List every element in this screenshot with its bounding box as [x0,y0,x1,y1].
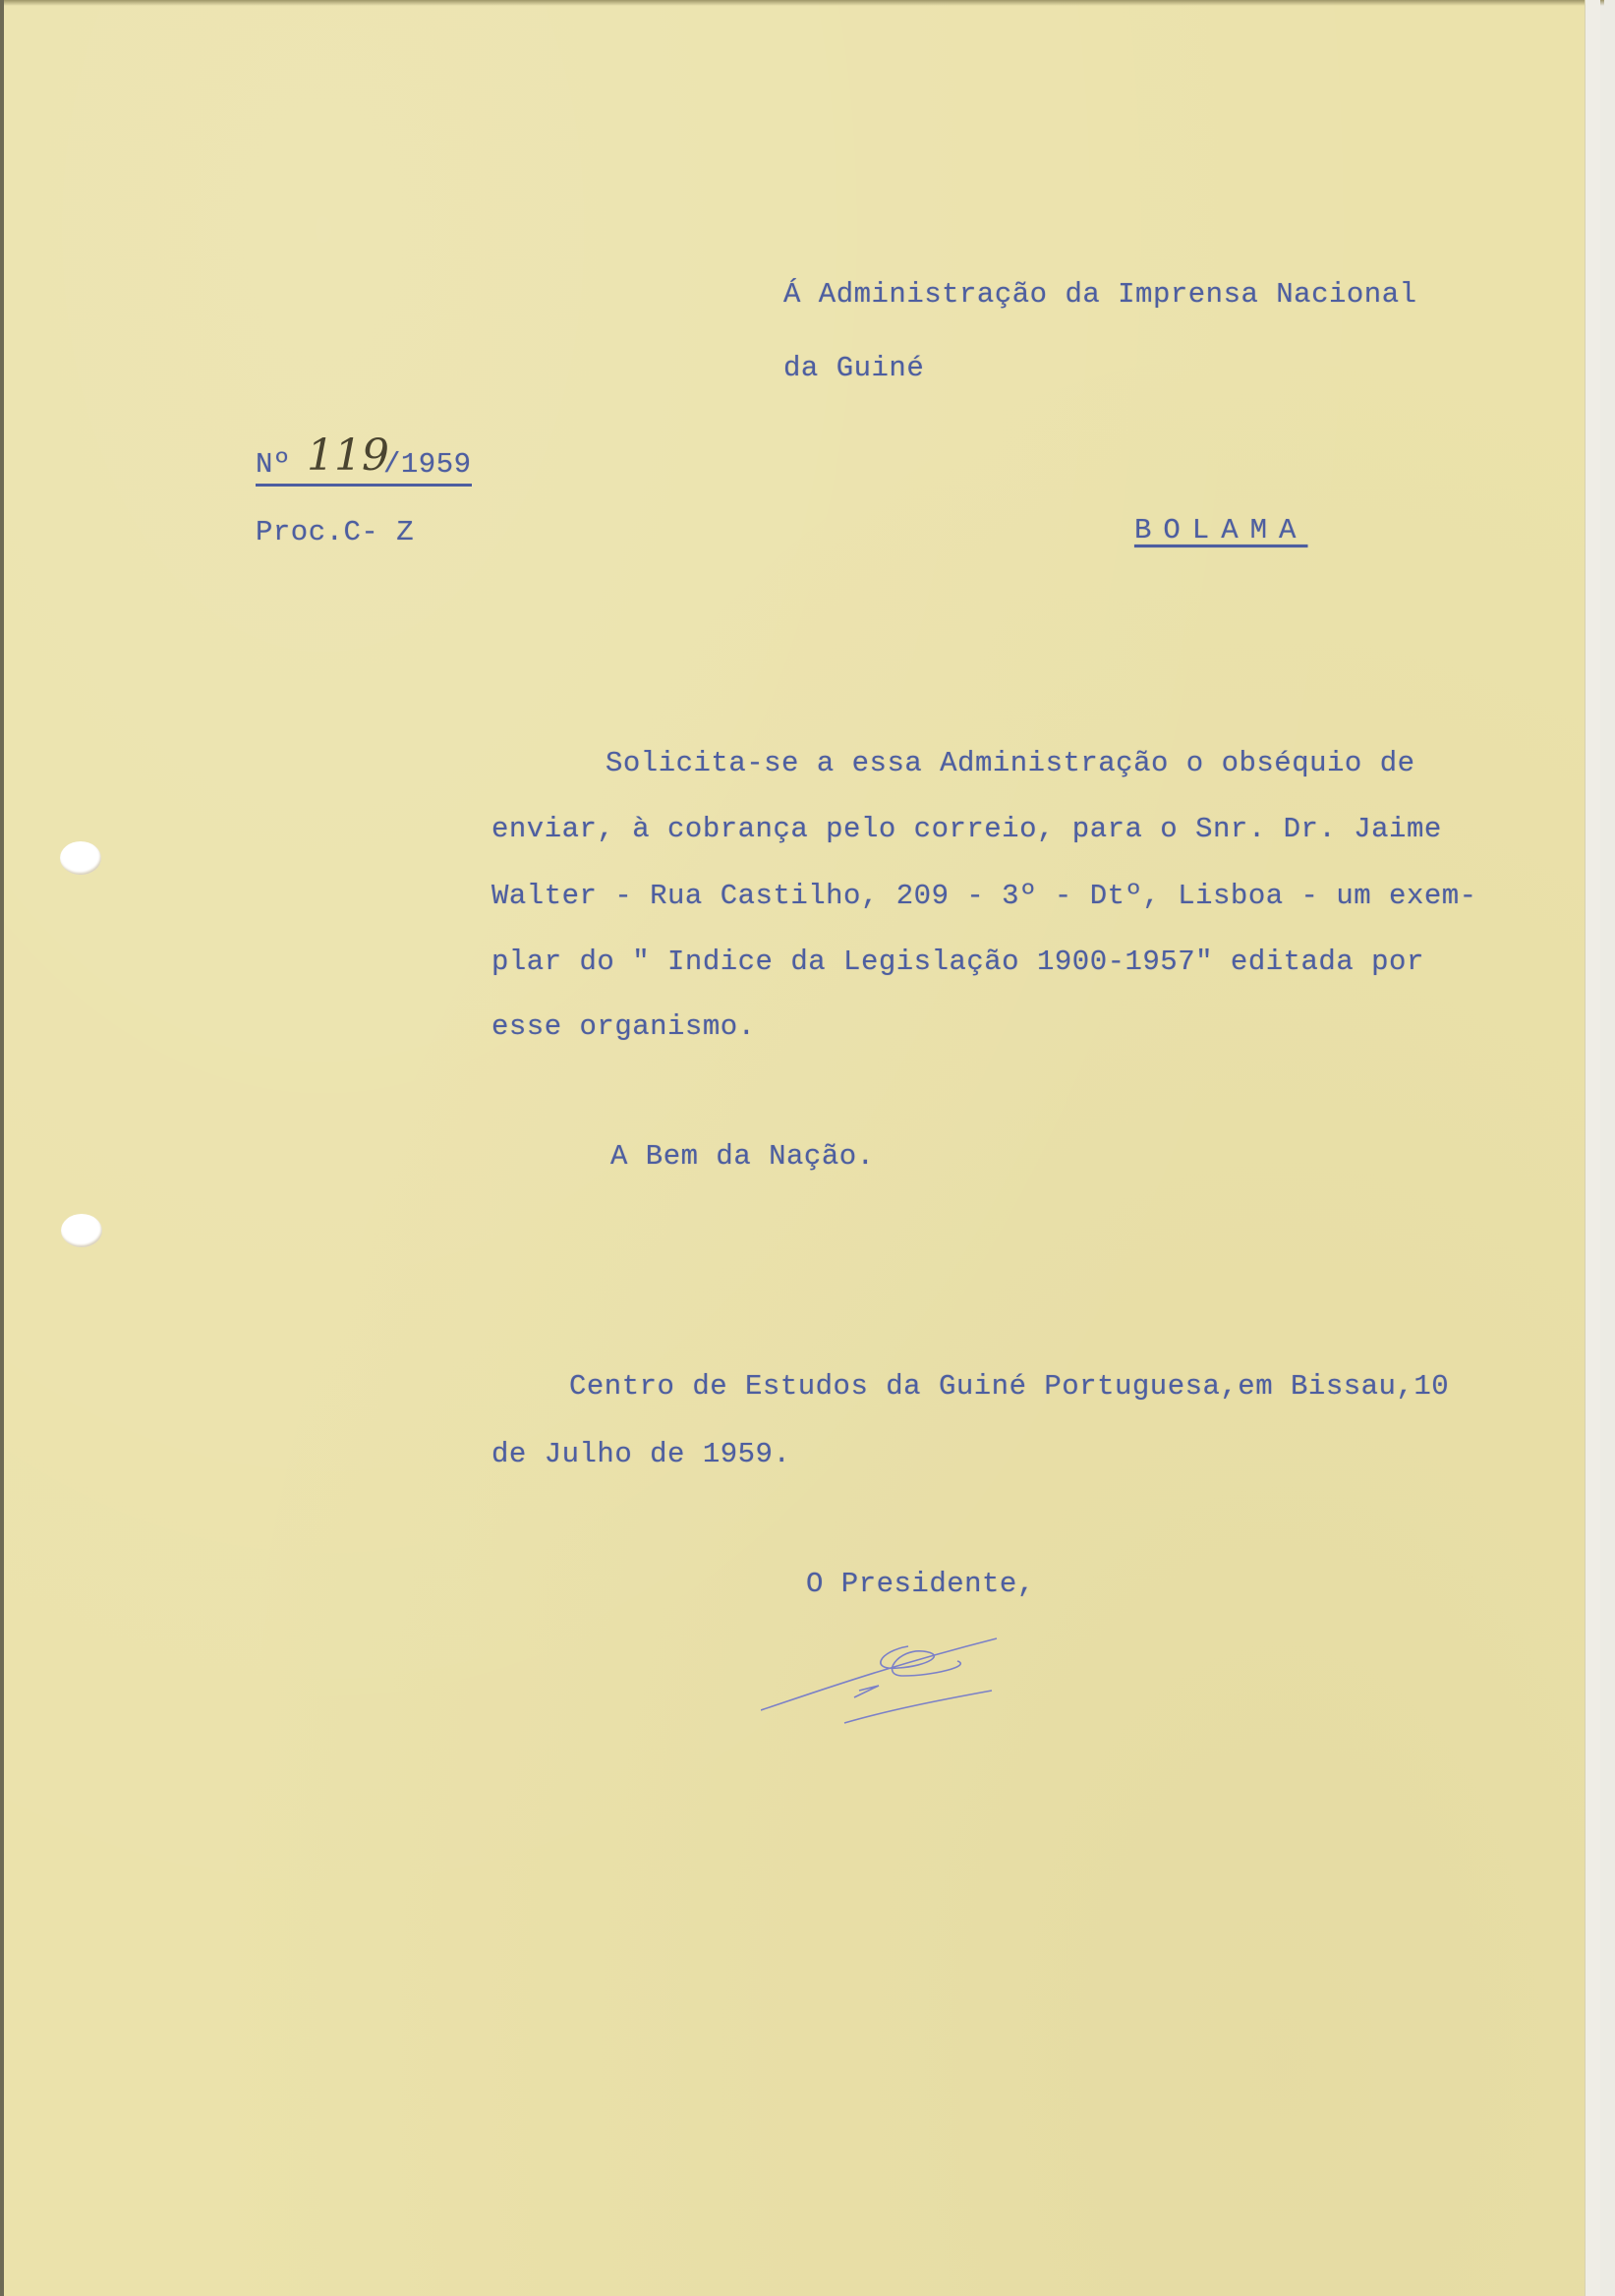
signatory-title: O Presidente, [806,1568,1035,1600]
destination-city: BOLAMA [1134,514,1308,546]
body-line-2: enviar, à cobrança pelo correio, para o Snr. Dr. Jaime [491,813,1442,845]
reference-number-year: /1959 [383,448,472,481]
addressee-line-1: Á Administração da Imprensa Nacional [783,278,1417,311]
paper-top-edge [4,0,1604,6]
body-line-4: plar do " Indice da Legislação 1900-1957" editada por [491,946,1424,978]
signature-icon [761,1627,1016,1735]
punch-hole-top [60,841,101,875]
place-date-line-1: Centro de Estudos da Guiné Portuguesa,em Bissau,10 [569,1370,1450,1403]
addressee-line-2: da Guiné [783,352,925,384]
paper-right-edge [1585,0,1600,2296]
closing-salutation: A Bem da Nação. [610,1140,875,1173]
process-reference: Proc.C- Z [256,516,415,548]
reference-number-prefix: Nº [256,448,291,481]
reference-number [256,430,472,484]
reference-number-handwritten: 119 [307,430,389,481]
body-line-1: Solicita-se a essa Administração o obséquio de [606,747,1415,779]
place-date-line-2: de Julho de 1959. [491,1438,791,1470]
punch-hole-bottom [61,1214,102,1247]
body-line-5: esse organismo. [491,1010,756,1043]
reference-underline [256,484,472,487]
body-line-3: Walter - Rua Castilho, 209 - 3º - Dtº, Lisboa - um exem- [491,880,1477,912]
